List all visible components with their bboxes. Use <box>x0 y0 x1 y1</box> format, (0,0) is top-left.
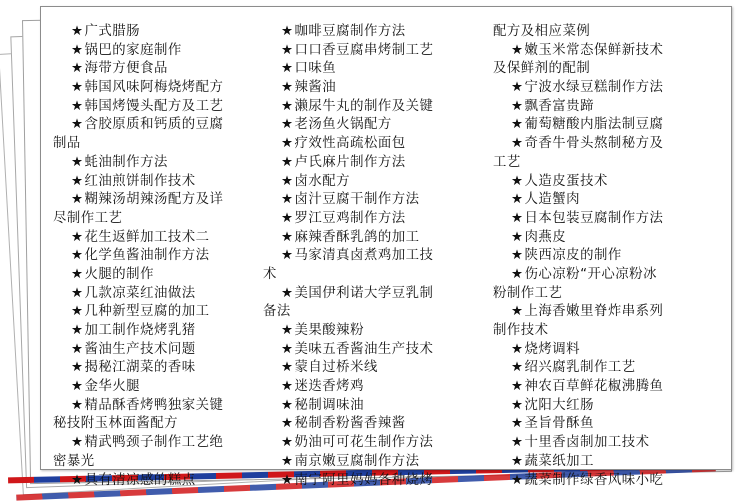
list-item-text: 卤水配方 <box>294 173 351 189</box>
list-item-text: 人造蟹肉 <box>524 192 581 208</box>
list-item-continuation <box>53 453 263 472</box>
list-item-text: 红油煎饼制作技术 <box>84 173 196 189</box>
list-item <box>53 116 263 135</box>
star-bullet-icon: ★ <box>71 98 84 114</box>
star-bullet-icon: ★ <box>281 210 294 226</box>
list-item <box>263 322 475 341</box>
list-item <box>263 378 475 397</box>
list-item-text: 马家清真卤煮鸡加工技 <box>294 248 434 264</box>
star-bullet-icon: ★ <box>511 379 524 395</box>
list-item <box>493 415 711 434</box>
list-item-continuation <box>493 322 711 341</box>
list-item <box>493 173 711 192</box>
list-item <box>53 285 263 304</box>
list-item-text: 南宁阿里妈妈各种烧烤 <box>294 472 434 488</box>
list-item-text: 广式腊肠 <box>84 24 141 39</box>
list-item-continuation <box>263 303 475 322</box>
list-item-text: 上海香嫩里脊炸串系列 <box>524 304 664 320</box>
list-item-text: 宁波水绿豆糕制作方法 <box>524 80 664 96</box>
list-item-text: 沈阳大红肠 <box>524 397 594 413</box>
list-item <box>493 341 711 360</box>
list-item <box>53 79 263 98</box>
star-bullet-icon: ★ <box>281 360 294 376</box>
list-item-text: 韩国烤馒头配方及工艺 <box>84 98 224 114</box>
star-bullet-icon: ★ <box>71 435 84 451</box>
list-item <box>53 303 263 322</box>
list-item <box>263 285 475 304</box>
list-item-text: 嫩玉米常态保鲜新技术 <box>524 42 664 58</box>
list-item-text: 糊辣汤胡辣汤配方及详 <box>84 192 224 208</box>
star-bullet-icon: ★ <box>71 285 84 301</box>
list-item-text: 人造皮蛋技术 <box>524 173 608 189</box>
list-item <box>493 247 711 266</box>
list-item-text: 陕西凉皮的制作 <box>524 248 622 264</box>
list-item <box>53 98 263 117</box>
list-item-text: 美果酸辣粉 <box>294 323 364 338</box>
list-item <box>263 415 475 434</box>
list-item-text: 几种新型豆腐的加工 <box>84 304 210 320</box>
list-item-text: 秘技附玉林面酱配方 <box>53 416 179 432</box>
star-bullet-icon: ★ <box>281 80 294 96</box>
star-bullet-icon: ★ <box>511 42 524 58</box>
star-bullet-icon: ★ <box>71 173 84 189</box>
star-bullet-icon: ★ <box>281 341 294 357</box>
list-item <box>493 229 711 248</box>
list-item <box>263 191 475 210</box>
star-bullet-icon: ★ <box>71 323 84 338</box>
list-item-continuation <box>53 135 263 154</box>
list-item <box>493 453 711 472</box>
list-item-text: 咖啡豆腐制作方法 <box>294 24 406 39</box>
star-bullet-icon: ★ <box>281 285 294 301</box>
list-item <box>493 303 711 322</box>
list-item <box>263 154 475 173</box>
list-item <box>493 42 711 61</box>
list-item <box>263 98 475 117</box>
list-item <box>263 229 475 248</box>
star-bullet-icon: ★ <box>281 42 294 58</box>
list-item-text: 粉制作工艺 <box>493 285 563 301</box>
star-bullet-icon: ★ <box>281 136 294 152</box>
list-item <box>493 434 711 453</box>
list-item-text: 揭秘江湖菜的香味 <box>84 360 196 376</box>
column-2 <box>263 23 475 490</box>
column-1 <box>53 23 263 490</box>
list-item-continuation <box>53 415 263 434</box>
list-item <box>53 397 263 416</box>
star-bullet-icon: ★ <box>71 61 84 77</box>
list-item-text: 圣旨骨酥鱼 <box>524 416 594 432</box>
star-bullet-icon: ★ <box>511 136 524 152</box>
star-bullet-icon: ★ <box>281 98 294 114</box>
star-bullet-icon: ★ <box>281 435 294 451</box>
column-3 <box>493 23 711 490</box>
star-bullet-icon: ★ <box>281 379 294 395</box>
list-item-text: 金华火腿 <box>84 379 141 395</box>
list-item <box>493 191 711 210</box>
list-item <box>53 60 263 79</box>
star-bullet-icon: ★ <box>511 192 524 208</box>
list-item-text: 锅巴的家庭制作 <box>84 42 182 58</box>
star-bullet-icon: ★ <box>281 117 294 133</box>
list-item <box>493 79 711 98</box>
star-bullet-icon: ★ <box>511 248 524 264</box>
star-bullet-icon: ★ <box>281 323 294 338</box>
list-item-text: 几款凉菜红油做法 <box>84 285 196 301</box>
star-bullet-icon: ★ <box>511 453 524 469</box>
list-item-text: 蔬菜制作绿香风味小吃 <box>524 472 664 488</box>
list-item <box>53 173 263 192</box>
star-bullet-icon: ★ <box>511 360 524 376</box>
list-item-text: 海带方便食品 <box>84 61 168 77</box>
star-bullet-icon: ★ <box>71 42 84 58</box>
star-bullet-icon: ★ <box>511 229 524 245</box>
list-item-text: 蚝油制作方法 <box>84 154 168 170</box>
list-item-text: 奇香牛骨头熬制秘方及 <box>524 136 664 152</box>
star-bullet-icon: ★ <box>71 360 84 376</box>
list-item <box>493 397 711 416</box>
list-item-text: 精品酥香烤鸭独家关键 <box>84 397 224 413</box>
star-bullet-icon: ★ <box>511 397 524 413</box>
star-bullet-icon: ★ <box>511 210 524 226</box>
list-item-continuation <box>493 60 711 79</box>
star-bullet-icon: ★ <box>281 24 294 39</box>
list-item-text: 蒙自过桥米线 <box>294 360 378 376</box>
list-item-text: 化学鱼酱油制作方法 <box>84 248 210 264</box>
star-bullet-icon: ★ <box>71 397 84 413</box>
list-item-text: 韩国风味阿梅烧烤配方 <box>84 80 224 96</box>
list-item-text: 肉燕皮 <box>524 229 567 245</box>
star-bullet-icon: ★ <box>71 266 84 282</box>
list-item-text: 奶油可可花生制作方法 <box>294 435 434 451</box>
list-item-text: 卤汁豆腐干制作方法 <box>294 192 420 208</box>
list-item-text: 神农百草鲜花椒沸腾鱼 <box>524 379 664 395</box>
list-item <box>263 42 475 61</box>
list-item <box>263 397 475 416</box>
star-bullet-icon: ★ <box>281 229 294 245</box>
list-item-text: 疗效性高疏松面包 <box>294 136 406 152</box>
list-item <box>263 79 475 98</box>
list-item <box>263 116 475 135</box>
list-item-text: 秘制香粉酱香辣酱 <box>294 416 406 432</box>
document-page <box>40 6 732 488</box>
list-item-text: 美国伊利诺大学豆乳制 <box>294 285 434 301</box>
list-item <box>53 247 263 266</box>
star-bullet-icon: ★ <box>281 173 294 189</box>
list-item <box>263 472 475 491</box>
list-item <box>53 154 263 173</box>
list-item-text: 口味鱼 <box>294 61 337 77</box>
star-bullet-icon: ★ <box>281 453 294 469</box>
list-item-text: 密暴光 <box>53 453 95 469</box>
star-bullet-icon: ★ <box>281 397 294 413</box>
star-bullet-icon: ★ <box>71 304 84 320</box>
list-item-continuation <box>493 154 711 173</box>
star-bullet-icon: ★ <box>511 472 524 488</box>
list-item-text: 具有清凉感的糕点 <box>84 472 196 488</box>
list-item-text: 伤心凉粉“开心凉粉冰 <box>524 266 657 282</box>
star-bullet-icon: ★ <box>71 154 84 170</box>
star-bullet-icon: ★ <box>511 304 524 320</box>
list-item-text: 工艺 <box>493 154 521 170</box>
list-item-text: 制品 <box>53 136 81 152</box>
list-item <box>53 229 263 248</box>
list-item-text: 火腿的制作 <box>84 266 154 282</box>
list-item <box>53 341 263 360</box>
star-bullet-icon: ★ <box>511 80 524 96</box>
list-item-text: 卢氏麻片制作方法 <box>294 154 406 170</box>
star-bullet-icon: ★ <box>71 248 84 264</box>
list-item-text: 罗江豆鸡制作方法 <box>294 210 406 226</box>
star-bullet-icon: ★ <box>511 435 524 451</box>
list-item-continuation <box>493 285 711 304</box>
list-item <box>53 472 263 491</box>
list-item-text: 烧烤调料 <box>524 341 581 357</box>
list-item-text: 辣酱油 <box>294 80 337 96</box>
list-item <box>53 42 263 61</box>
list-item <box>53 378 263 397</box>
list-item <box>493 210 711 229</box>
star-bullet-icon: ★ <box>71 24 84 39</box>
list-item <box>493 116 711 135</box>
star-bullet-icon: ★ <box>281 416 294 432</box>
list-item-text: 十里香卤制加工技术 <box>524 435 650 451</box>
list-item-text: 南京嫩豆腐制作方法 <box>294 453 420 469</box>
list-item <box>53 191 263 210</box>
list-item-text: 葡萄糖酸内脂法制豆腐 <box>524 117 664 133</box>
star-bullet-icon: ★ <box>71 192 84 208</box>
list-item-text: 日本包装豆腐制作方法 <box>524 210 664 226</box>
list-item <box>263 341 475 360</box>
list-item-text: 配方及相应菜例 <box>493 24 591 39</box>
list-item-text: 口口香豆腐串烤制工艺 <box>294 42 434 58</box>
list-item <box>493 359 711 378</box>
list-item-text: 濑尿牛丸的制作及关键 <box>294 98 434 114</box>
list-item-text: 制作技术 <box>493 323 549 338</box>
star-bullet-icon: ★ <box>511 173 524 189</box>
list-item <box>493 378 711 397</box>
list-item-text: 含胶原质和钙质的豆腐 <box>84 117 224 133</box>
list-item <box>53 359 263 378</box>
list-item-text: 迷迭香烤鸡 <box>294 379 364 395</box>
list-item-text: 花生返鲜加工技术二 <box>84 229 210 245</box>
list-item-text: 飘香富贵蹄 <box>524 98 594 114</box>
star-bullet-icon: ★ <box>71 80 84 96</box>
list-item <box>53 434 263 453</box>
list-item-text: 术 <box>263 266 277 282</box>
star-bullet-icon: ★ <box>281 154 294 170</box>
list-item-continuation <box>263 266 475 285</box>
star-bullet-icon: ★ <box>71 117 84 133</box>
star-bullet-icon: ★ <box>511 98 524 114</box>
star-bullet-icon: ★ <box>281 472 294 488</box>
star-bullet-icon: ★ <box>511 117 524 133</box>
list-item <box>263 60 475 79</box>
list-item <box>263 23 475 42</box>
list-item <box>263 247 475 266</box>
list-item-text: 美味五香酱油生产技术 <box>294 341 434 357</box>
list-item <box>263 453 475 472</box>
star-bullet-icon: ★ <box>71 341 84 357</box>
list-item-text: 尽制作工艺 <box>53 210 123 226</box>
list-item-text: 麻辣香酥乳鸽的加工 <box>294 229 420 245</box>
star-bullet-icon: ★ <box>71 472 84 488</box>
star-bullet-icon: ★ <box>511 341 524 357</box>
list-item-continuation <box>53 210 263 229</box>
list-item <box>263 135 475 154</box>
list-item-text: 老汤鱼火锅配方 <box>294 117 392 133</box>
list-item-text: 加工制作烧烤乳猪 <box>84 323 196 338</box>
star-bullet-icon: ★ <box>511 266 524 282</box>
list-item-text: 秘制调味油 <box>294 397 364 413</box>
star-bullet-icon: ★ <box>281 192 294 208</box>
list-item <box>263 210 475 229</box>
list-item-text: 酱油生产技术问题 <box>84 341 196 357</box>
list-item <box>493 135 711 154</box>
list-item <box>263 434 475 453</box>
list-item <box>53 23 263 42</box>
list-item-text: 及保鲜剂的配制 <box>493 61 591 77</box>
list-item <box>493 266 711 285</box>
list-item <box>53 322 263 341</box>
star-bullet-icon: ★ <box>281 61 294 77</box>
list-item-text: 绍兴腐乳制作工艺 <box>524 360 636 376</box>
list-item <box>263 359 475 378</box>
list-item <box>493 472 711 491</box>
list-item-continuation <box>493 23 711 42</box>
star-bullet-icon: ★ <box>281 248 294 264</box>
list-item <box>493 98 711 117</box>
list-item-text: 蔬菜纸加工 <box>524 453 594 469</box>
list-item-text: 备法 <box>263 304 291 320</box>
list-item-text: 精武鸭颈子制作工艺绝 <box>84 435 224 451</box>
star-bullet-icon: ★ <box>71 379 84 395</box>
star-bullet-icon: ★ <box>511 416 524 432</box>
star-bullet-icon: ★ <box>71 229 84 245</box>
list-item <box>263 173 475 192</box>
list-item <box>53 266 263 285</box>
